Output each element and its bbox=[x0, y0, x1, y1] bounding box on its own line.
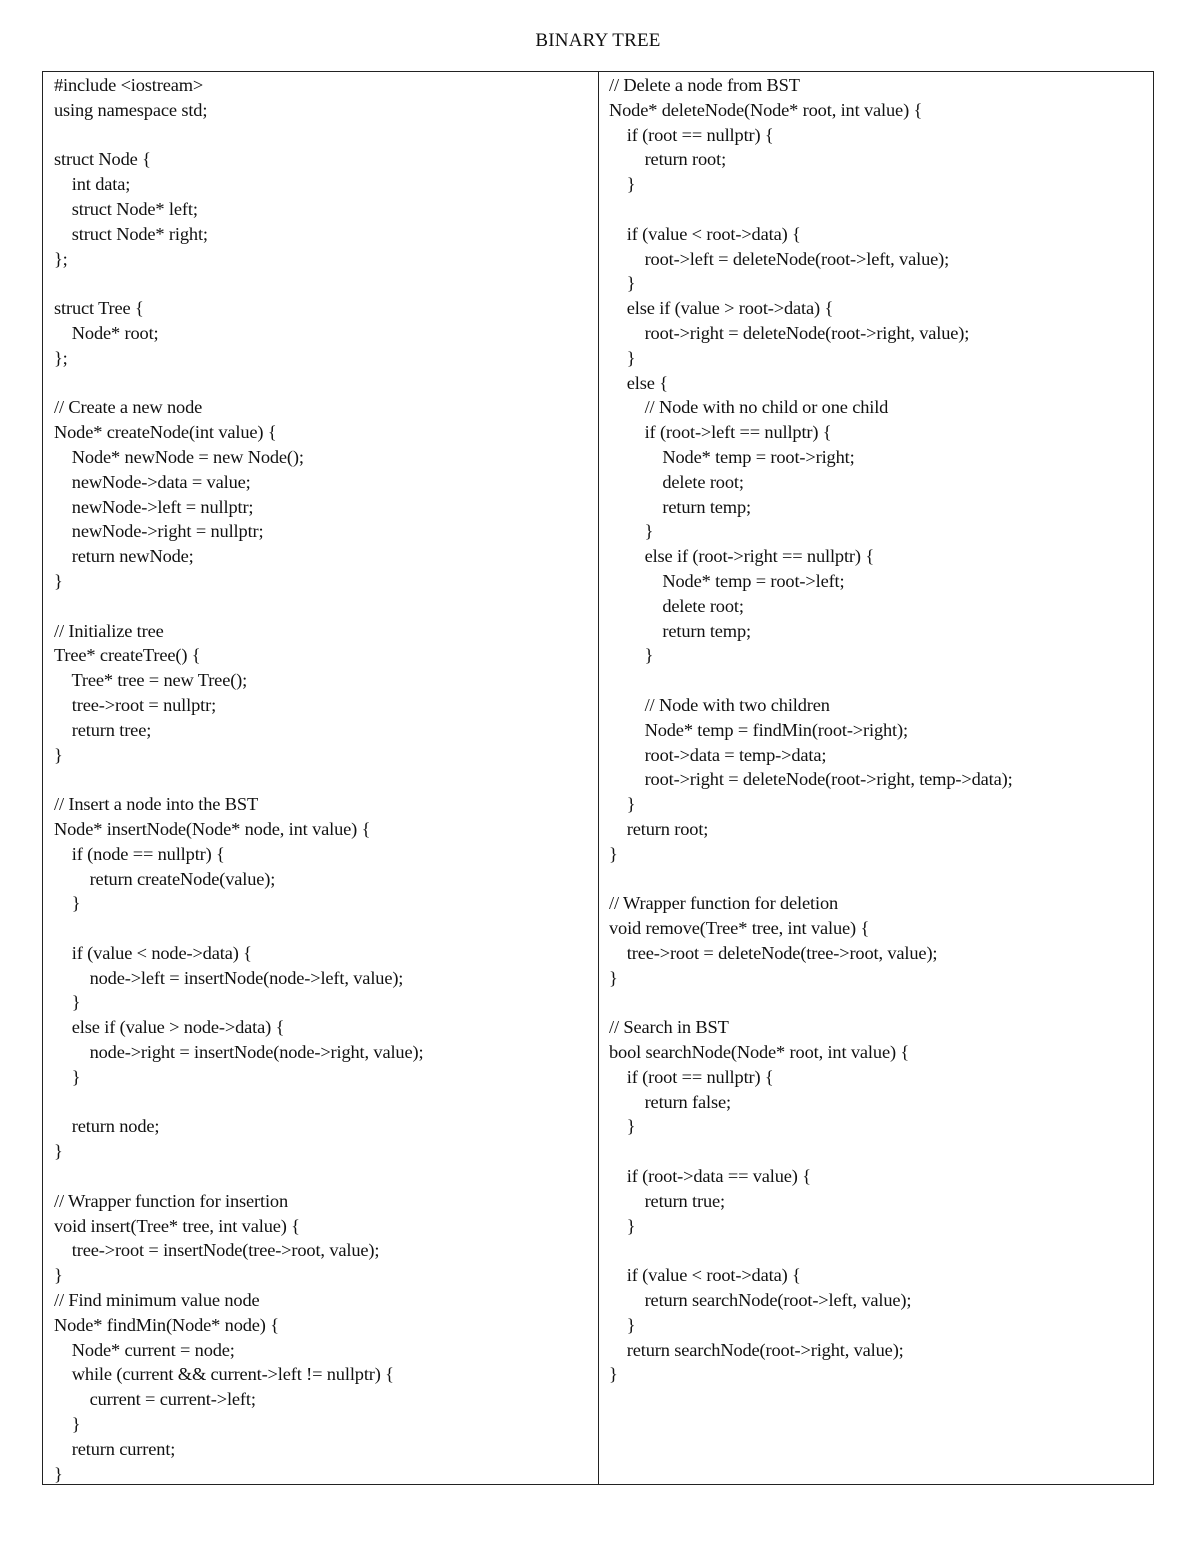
code-column-left: #include <iostream> using namespace std; struct Node { int data; struct Node* left; struct Node* right; }; struct Tree { Node* root; }; // Create a new node Node* createNode(int value) { Node* newNode = new Node(); newNode->data = value; newNode->left = nullptr; newNode->right = nullptr; return newNode; } // Initialize tree Tree* createTree() { Tree* tree = new Tree(); tree->root = nullptr; return tree; } // Insert a node into the BST Node* insertNode(Node* node, int value) { if (node == nullptr) { return createNode(value); } if (value < node->data) { node->left = insertNode(node->left, value); } else if (value > node->data) { node->right = insertNode(node->right, value); } return node; } // Wrapper function for insertion void insert(Tree* tree, int value) { tree->root = insertNode(tree->root, value); } // Find minimum value node Node* findMin(Node* node) { Node* current = node; while (current && current->left != nullptr) { current = current->left; } return current; } bbox=[54, 75, 424, 1484]
page-title: BINARY TREE bbox=[535, 30, 661, 51]
code-table bbox=[42, 71, 1154, 1485]
code-column-right: // Delete a node from BST Node* deleteNode(Node* root, int value) { if (root == nullptr) { return root; } if (value < root->data) { root->left = deleteNode(root->left, value); } else if (value > root->data) { root->right = deleteNode(root->right, value); } else { // Node with no child or one child if (root->left == nullptr) { Node* temp = root->right; delete root; return temp; } else if (root->right == nullptr) { Node* temp = root->left; delete root; return temp; } // Node with two children Node* temp = findMin(root->right); root->data = temp->data; root->right = deleteNode(root->right, temp->data); } return root; } // Wrapper function for deletion void remove(Tree* tree, int value) { tree->root = deleteNode(tree->root, value); } // Search in BST bool searchNode(Node* root, int value) { if (root == nullptr) { return false; } if (root->data == value) { return true; } if (value < root->data) { return searchNode(root->left, value); } return searchNode(root->right, value); } bbox=[609, 75, 1013, 1385]
column-divider bbox=[598, 72, 599, 1484]
